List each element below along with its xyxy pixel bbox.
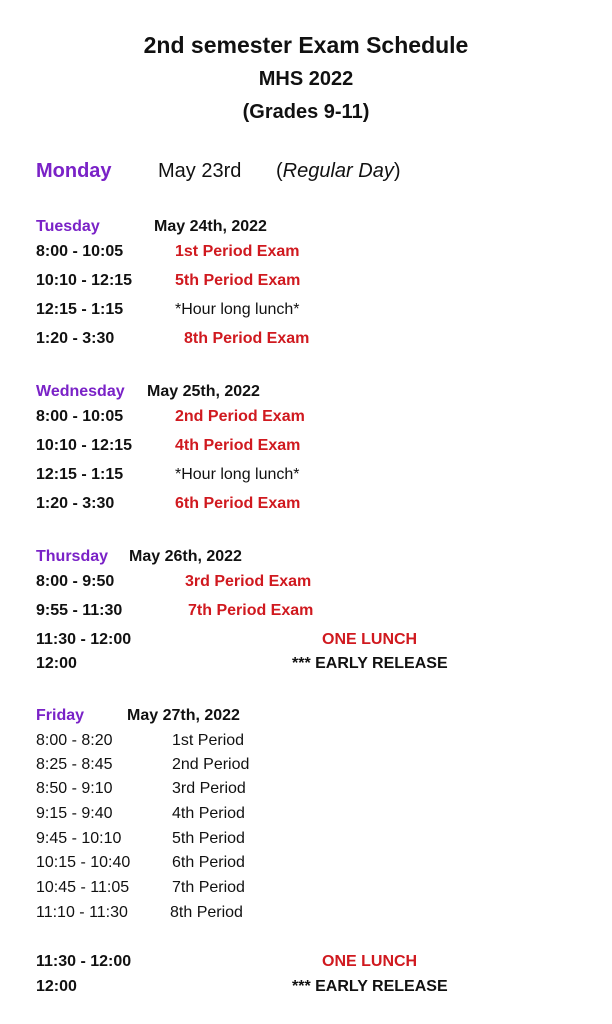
- tuesday-time-1: 8:00 - 10:05: [36, 243, 124, 260]
- monday-day-label: Monday: [36, 160, 112, 182]
- thursday-event-1: 3rd Period Exam: [185, 573, 312, 590]
- friday-period-5: 5th Period: [172, 830, 245, 847]
- school-year: MHS 2022: [258, 68, 354, 90]
- friday-period-6: 6th Period: [172, 854, 245, 871]
- friday-lunch: ONE LUNCH: [322, 953, 418, 970]
- tuesday-time-2: 10:10 - 12:15: [36, 272, 133, 289]
- wednesday-time-3: 12:15 - 1:15: [36, 466, 124, 483]
- wednesday-time-2: 10:10 - 12:15: [36, 437, 133, 454]
- friday-time-3: 8:50 - 9:10: [36, 780, 113, 797]
- monday-date: May 23rd: [158, 160, 242, 182]
- monday-note: (Regular Day): [276, 160, 401, 182]
- tuesday-time-3: 12:15 - 1:15: [36, 301, 124, 318]
- page-title: 2nd semester Exam Schedule: [143, 32, 469, 58]
- wednesday-event-4: 6th Period Exam: [175, 495, 301, 512]
- friday-day-label: Friday: [36, 707, 85, 724]
- tuesday-event-1: 1st Period Exam: [175, 243, 300, 260]
- friday-time-8: 11:10 - 11:30: [36, 904, 128, 921]
- grades-subtitle: (Grades 9-11): [242, 101, 370, 123]
- friday-period-1: 1st Period: [172, 732, 245, 749]
- friday-time-2: 8:25 - 8:45: [36, 756, 113, 773]
- friday-time-7: 10:45 - 11:05: [36, 879, 130, 896]
- wednesday-event-3: *Hour long lunch*: [175, 466, 300, 483]
- tuesday-event-3: *Hour long lunch*: [175, 301, 300, 318]
- wednesday-time-1: 8:00 - 10:05: [36, 408, 124, 425]
- wednesday-day-label: Wednesday: [36, 383, 125, 400]
- friday-time-5: 9:45 - 10:10: [36, 830, 122, 847]
- tuesday-date: May 24th, 2022: [154, 218, 267, 235]
- thursday-time-2: 9:55 - 11:30: [36, 602, 123, 619]
- friday-period-7: 7th Period: [172, 879, 245, 896]
- thursday-lunch: ONE LUNCH: [322, 631, 418, 648]
- friday-time-4: 9:15 - 9:40: [36, 805, 113, 822]
- friday-release-time: 12:00: [36, 978, 77, 995]
- thursday-time-4: 12:00: [36, 655, 77, 672]
- thursday-date: May 26th, 2022: [129, 548, 242, 565]
- thursday-day-label: Thursday: [36, 548, 109, 565]
- thursday-time-1: 8:00 - 9:50: [36, 573, 115, 590]
- friday-lunch-time: 11:30 - 12:00: [36, 953, 132, 970]
- friday-period-4: 4th Period: [172, 805, 245, 822]
- thursday-early-release: *** EARLY RELEASE: [292, 655, 448, 672]
- thursday-time-3: 11:30 - 12:00: [36, 631, 132, 648]
- wednesday-time-4: 1:20 - 3:30: [36, 495, 115, 512]
- friday-time-6: 10:15 - 10:40: [36, 854, 131, 871]
- tuesday-event-2: 5th Period Exam: [175, 272, 301, 289]
- tuesday-time-4: 1:20 - 3:30: [36, 330, 115, 347]
- friday-date: May 27th, 2022: [127, 707, 240, 724]
- wednesday-event-2: 4th Period Exam: [175, 437, 301, 454]
- tuesday-day-label: Tuesday: [36, 218, 100, 235]
- wednesday-event-1: 2nd Period Exam: [175, 408, 305, 425]
- thursday-event-2: 7th Period Exam: [188, 602, 314, 619]
- tuesday-event-4: 8th Period Exam: [184, 330, 310, 347]
- wednesday-date: May 25th, 2022: [147, 383, 260, 400]
- friday-period-2: 2nd Period: [172, 756, 250, 773]
- friday-period-3: 3rd Period: [172, 780, 246, 797]
- friday-time-1: 8:00 - 8:20: [36, 732, 113, 749]
- friday-early-release: *** EARLY RELEASE: [292, 978, 448, 995]
- friday-period-8: 8th Period: [170, 904, 243, 921]
